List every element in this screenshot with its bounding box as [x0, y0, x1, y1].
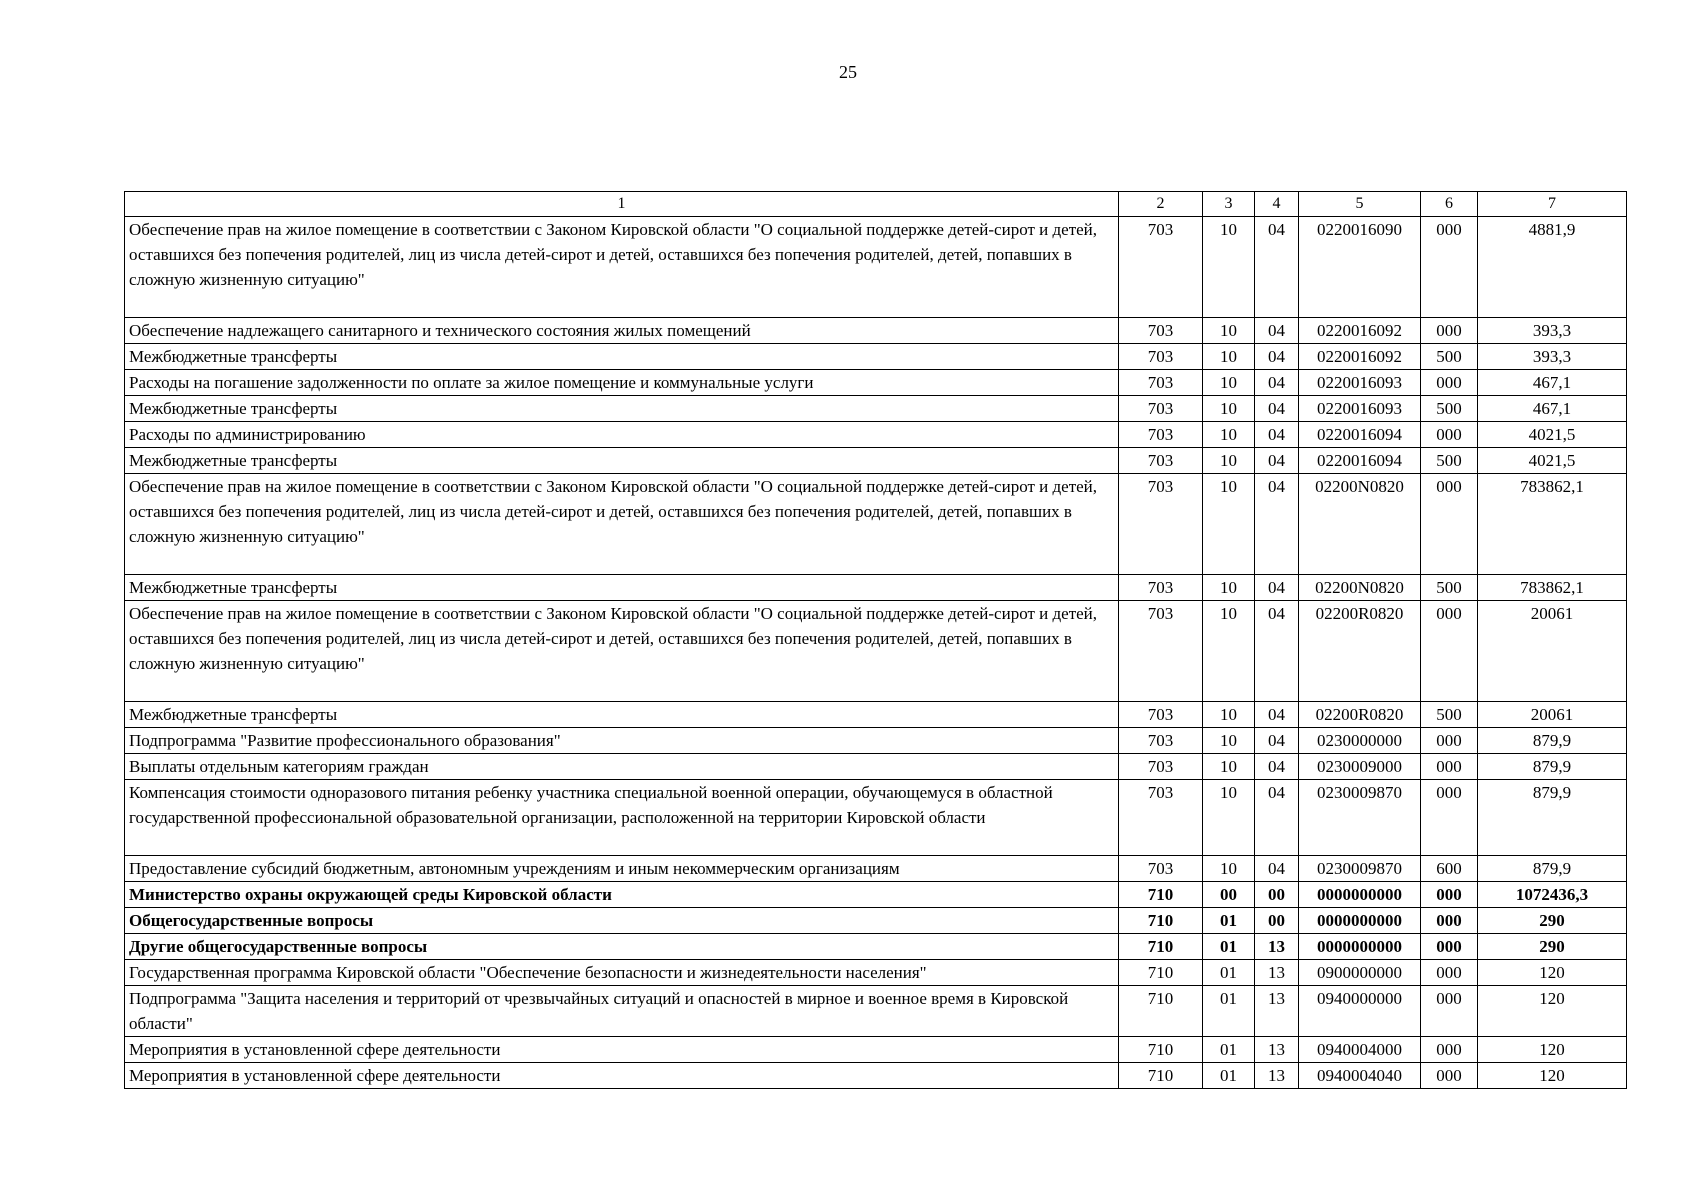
cell-ministry-code: 703	[1119, 856, 1203, 882]
cell-target-article: 0900000000	[1299, 960, 1421, 986]
cell-expense-type: 500	[1421, 396, 1478, 422]
cell-name: Подпрограмма "Развитие профессионального образования"	[125, 728, 1119, 754]
cell-section: 00	[1203, 882, 1255, 908]
column-header: 1	[125, 192, 1119, 217]
cell-target-article: 0000000000	[1299, 908, 1421, 934]
cell-amount: 1072436,3	[1478, 882, 1627, 908]
cell-name: Межбюджетные трансферты	[125, 344, 1119, 370]
cell-name: Межбюджетные трансферты	[125, 396, 1119, 422]
table-row	[125, 396, 1627, 422]
cell-section: 10	[1203, 448, 1255, 474]
cell-subsection: 04	[1255, 702, 1299, 728]
cell-expense-type: 000	[1421, 780, 1478, 856]
cell-target-article: 0000000000	[1299, 882, 1421, 908]
cell-expense-type: 500	[1421, 575, 1478, 601]
cell-target-article: 0220016094	[1299, 448, 1421, 474]
cell-section: 10	[1203, 702, 1255, 728]
table-row	[125, 934, 1627, 960]
cell-subsection: 04	[1255, 575, 1299, 601]
cell-name: Обеспечение прав на жилое помещение в соответствии с Законом Кировской области "О социальной поддержке детей-сирот и детей, оставшихся без попечения родителей, лиц из числа детей-сирот и детей, оставшихся без попечения родителей, детей, попавших в сложную жизненную ситуацию"	[125, 601, 1119, 702]
column-header: 7	[1478, 192, 1627, 217]
cell-target-article: 0220016093	[1299, 370, 1421, 396]
cell-section: 01	[1203, 960, 1255, 986]
cell-target-article: 0940000000	[1299, 986, 1421, 1037]
cell-amount: 879,9	[1478, 754, 1627, 780]
cell-section: 01	[1203, 986, 1255, 1037]
cell-name: Другие общегосударственные вопросы	[125, 934, 1119, 960]
table-row	[125, 344, 1627, 370]
cell-name: Предоставление субсидий бюджетным, автономным учреждениям и иным некоммерческим организациям	[125, 856, 1119, 882]
cell-amount: 290	[1478, 908, 1627, 934]
cell-target-article: 02200R0820	[1299, 702, 1421, 728]
table-row	[125, 960, 1627, 986]
cell-subsection: 13	[1255, 934, 1299, 960]
cell-section: 01	[1203, 1063, 1255, 1089]
cell-section: 10	[1203, 370, 1255, 396]
cell-ministry-code: 703	[1119, 780, 1203, 856]
cell-subsection: 04	[1255, 318, 1299, 344]
cell-expense-type: 000	[1421, 217, 1478, 318]
table-row	[125, 908, 1627, 934]
cell-expense-type: 000	[1421, 474, 1478, 575]
cell-expense-type: 000	[1421, 601, 1478, 702]
table-row	[125, 702, 1627, 728]
cell-amount: 783862,1	[1478, 474, 1627, 575]
table-row	[125, 217, 1627, 318]
cell-target-article: 0220016094	[1299, 422, 1421, 448]
cell-ministry-code: 703	[1119, 754, 1203, 780]
cell-target-article: 0220016092	[1299, 344, 1421, 370]
cell-name: Министерство охраны окружающей среды Кировской области	[125, 882, 1119, 908]
cell-subsection: 04	[1255, 728, 1299, 754]
table-row	[125, 448, 1627, 474]
cell-ministry-code: 710	[1119, 934, 1203, 960]
table-row	[125, 728, 1627, 754]
cell-ministry-code: 703	[1119, 318, 1203, 344]
cell-section: 01	[1203, 1037, 1255, 1063]
cell-name: Государственная программа Кировской области "Обеспечение безопасности и жизнедеятельности населения"	[125, 960, 1119, 986]
cell-target-article: 0940004040	[1299, 1063, 1421, 1089]
table-header-row	[125, 192, 1627, 217]
cell-ministry-code: 703	[1119, 448, 1203, 474]
cell-name: Расходы на погашение задолженности по оплате за жилое помещение и коммунальные услуги	[125, 370, 1119, 396]
table-row	[125, 370, 1627, 396]
cell-section: 10	[1203, 601, 1255, 702]
table-row	[125, 601, 1627, 702]
cell-subsection: 04	[1255, 780, 1299, 856]
cell-expense-type: 000	[1421, 934, 1478, 960]
cell-subsection: 13	[1255, 1037, 1299, 1063]
cell-ministry-code: 710	[1119, 960, 1203, 986]
cell-ministry-code: 703	[1119, 474, 1203, 575]
cell-target-article: 0230009870	[1299, 856, 1421, 882]
cell-expense-type: 000	[1421, 882, 1478, 908]
table-row	[125, 986, 1627, 1037]
cell-ministry-code: 703	[1119, 370, 1203, 396]
cell-name: Компенсация стоимости одноразового питания ребенку участника специальной военной операции, обучающемуся в областной государственной профессиональной образовательной организации, расположенной на территории Кировской области	[125, 780, 1119, 856]
cell-subsection: 04	[1255, 856, 1299, 882]
cell-name: Выплаты отдельным категориям граждан	[125, 754, 1119, 780]
cell-amount: 4881,9	[1478, 217, 1627, 318]
cell-target-article: 0220016090	[1299, 217, 1421, 318]
cell-ministry-code: 710	[1119, 882, 1203, 908]
cell-subsection: 04	[1255, 217, 1299, 318]
budget-table	[124, 191, 1627, 1089]
cell-name: Мероприятия в установленной сфере деятельности	[125, 1063, 1119, 1089]
cell-section: 10	[1203, 318, 1255, 344]
cell-subsection: 13	[1255, 986, 1299, 1037]
cell-section: 10	[1203, 474, 1255, 575]
cell-amount: 120	[1478, 1037, 1627, 1063]
table-row	[125, 780, 1627, 856]
cell-amount: 783862,1	[1478, 575, 1627, 601]
cell-section: 10	[1203, 728, 1255, 754]
cell-subsection: 04	[1255, 601, 1299, 702]
cell-section: 10	[1203, 396, 1255, 422]
cell-expense-type: 000	[1421, 960, 1478, 986]
cell-section: 01	[1203, 934, 1255, 960]
cell-expense-type: 000	[1421, 1063, 1478, 1089]
column-header: 3	[1203, 192, 1255, 217]
cell-section: 10	[1203, 856, 1255, 882]
cell-section: 10	[1203, 754, 1255, 780]
cell-ministry-code: 703	[1119, 702, 1203, 728]
cell-subsection: 04	[1255, 474, 1299, 575]
cell-subsection: 04	[1255, 396, 1299, 422]
cell-amount: 290	[1478, 934, 1627, 960]
cell-ministry-code: 703	[1119, 422, 1203, 448]
cell-amount: 879,9	[1478, 728, 1627, 754]
cell-amount: 4021,5	[1478, 422, 1627, 448]
cell-section: 10	[1203, 575, 1255, 601]
cell-amount: 467,1	[1478, 396, 1627, 422]
cell-expense-type: 000	[1421, 754, 1478, 780]
cell-ministry-code: 710	[1119, 986, 1203, 1037]
cell-expense-type: 000	[1421, 986, 1478, 1037]
table-row	[125, 318, 1627, 344]
cell-subsection: 04	[1255, 370, 1299, 396]
cell-expense-type: 000	[1421, 422, 1478, 448]
cell-target-article: 0230009000	[1299, 754, 1421, 780]
cell-subsection: 04	[1255, 754, 1299, 780]
cell-section: 10	[1203, 344, 1255, 370]
column-header: 5	[1299, 192, 1421, 217]
cell-expense-type: 500	[1421, 702, 1478, 728]
cell-section: 10	[1203, 422, 1255, 448]
cell-section: 01	[1203, 908, 1255, 934]
table-row	[125, 474, 1627, 575]
page-number: 25	[839, 62, 857, 82]
cell-target-article: 0940004000	[1299, 1037, 1421, 1063]
cell-amount: 879,9	[1478, 780, 1627, 856]
cell-target-article: 02200N0820	[1299, 575, 1421, 601]
cell-name: Межбюджетные трансферты	[125, 448, 1119, 474]
cell-subsection: 13	[1255, 960, 1299, 986]
cell-subsection: 04	[1255, 344, 1299, 370]
table-row	[125, 422, 1627, 448]
table-row	[125, 1037, 1627, 1063]
cell-amount: 20061	[1478, 702, 1627, 728]
cell-expense-type: 000	[1421, 728, 1478, 754]
cell-expense-type: 000	[1421, 318, 1478, 344]
cell-target-article: 0000000000	[1299, 934, 1421, 960]
cell-ministry-code: 710	[1119, 908, 1203, 934]
cell-subsection: 00	[1255, 908, 1299, 934]
cell-amount: 120	[1478, 986, 1627, 1037]
cell-expense-type: 500	[1421, 344, 1478, 370]
table-body	[125, 217, 1627, 1089]
cell-ministry-code: 703	[1119, 344, 1203, 370]
column-header: 2	[1119, 192, 1203, 217]
cell-name: Расходы по администрированию	[125, 422, 1119, 448]
cell-amount: 120	[1478, 960, 1627, 986]
cell-ministry-code: 703	[1119, 601, 1203, 702]
cell-name: Межбюджетные трансферты	[125, 575, 1119, 601]
cell-amount: 467,1	[1478, 370, 1627, 396]
cell-name: Обеспечение надлежащего санитарного и технического состояния жилых помещений	[125, 318, 1119, 344]
column-header: 4	[1255, 192, 1299, 217]
cell-target-article: 0230000000	[1299, 728, 1421, 754]
cell-amount: 879,9	[1478, 856, 1627, 882]
cell-ministry-code: 710	[1119, 1063, 1203, 1089]
cell-ministry-code: 703	[1119, 728, 1203, 754]
cell-amount: 393,3	[1478, 344, 1627, 370]
cell-expense-type: 000	[1421, 908, 1478, 934]
table-row	[125, 575, 1627, 601]
cell-subsection: 04	[1255, 422, 1299, 448]
cell-amount: 393,3	[1478, 318, 1627, 344]
cell-ministry-code: 703	[1119, 217, 1203, 318]
cell-ministry-code: 703	[1119, 396, 1203, 422]
table-row	[125, 754, 1627, 780]
cell-subsection: 04	[1255, 448, 1299, 474]
cell-expense-type: 000	[1421, 1037, 1478, 1063]
cell-section: 10	[1203, 217, 1255, 318]
column-header: 6	[1421, 192, 1478, 217]
cell-expense-type: 600	[1421, 856, 1478, 882]
cell-expense-type: 500	[1421, 448, 1478, 474]
cell-target-article: 02200R0820	[1299, 601, 1421, 702]
cell-ministry-code: 710	[1119, 1037, 1203, 1063]
cell-amount: 120	[1478, 1063, 1627, 1089]
cell-name: Мероприятия в установленной сфере деятельности	[125, 1037, 1119, 1063]
cell-name: Обеспечение прав на жилое помещение в соответствии с Законом Кировской области "О социальной поддержке детей-сирот и детей, оставшихся без попечения родителей, лиц из числа детей-сирот и детей, оставшихся без попечения родителей, детей, попавших в сложную жизненную ситуацию"	[125, 474, 1119, 575]
cell-section: 10	[1203, 780, 1255, 856]
cell-name: Обеспечение прав на жилое помещение в соответствии с Законом Кировской области "О социальной поддержке детей-сирот и детей, оставшихся без попечения родителей, лиц из числа детей-сирот и детей, оставшихся без попечения родителей, детей, попавших в сложную жизненную ситуацию"	[125, 217, 1119, 318]
cell-target-article: 0220016093	[1299, 396, 1421, 422]
cell-amount: 20061	[1478, 601, 1627, 702]
cell-name: Подпрограмма "Защита населения и территорий от чрезвычайных ситуаций и опасностей в мирное и военное время в Кировской области"	[125, 986, 1119, 1037]
cell-amount: 4021,5	[1478, 448, 1627, 474]
table-row	[125, 1063, 1627, 1089]
cell-target-article: 0230009870	[1299, 780, 1421, 856]
cell-expense-type: 000	[1421, 370, 1478, 396]
cell-target-article: 0220016092	[1299, 318, 1421, 344]
cell-name: Общегосударственные вопросы	[125, 908, 1119, 934]
cell-name: Межбюджетные трансферты	[125, 702, 1119, 728]
table-row	[125, 856, 1627, 882]
cell-target-article: 02200N0820	[1299, 474, 1421, 575]
table-row	[125, 882, 1627, 908]
cell-subsection: 00	[1255, 882, 1299, 908]
cell-subsection: 13	[1255, 1063, 1299, 1089]
cell-ministry-code: 703	[1119, 575, 1203, 601]
